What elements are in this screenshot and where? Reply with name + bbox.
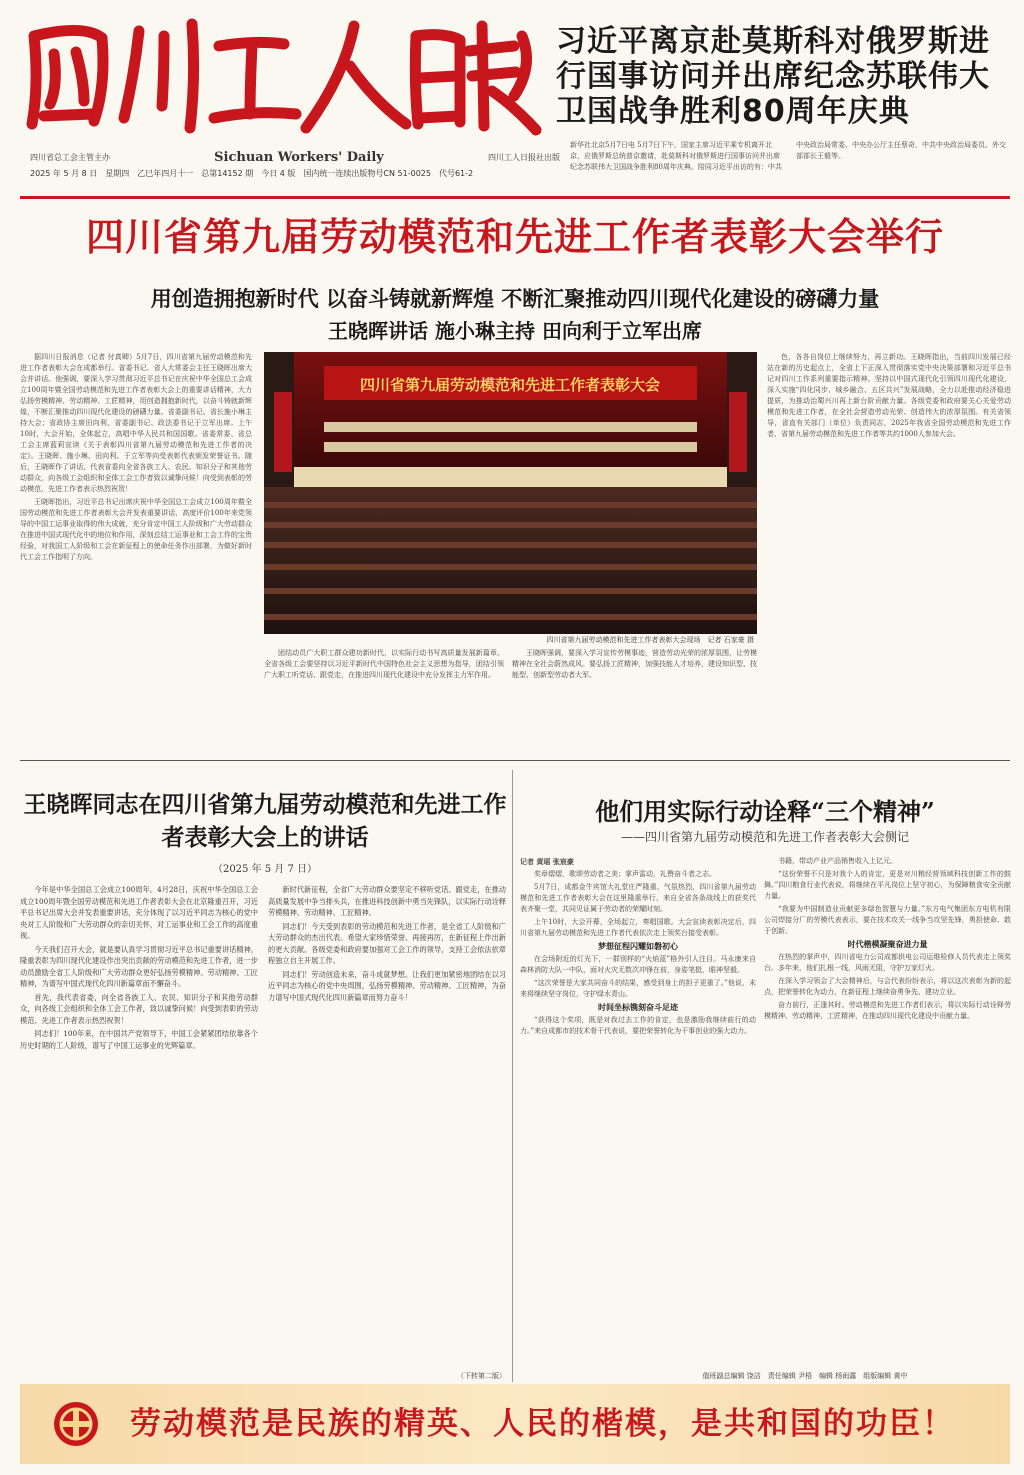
editors-line: 值班副总编辑 饶洁 责任编辑 尹梧 编辑 杨雨露 组版编辑 黄中 [702,1372,908,1380]
main-headline[interactable]: 四川省第九届劳动模范和先进工作者表彰大会举行 [85,215,944,259]
sponsor-text: 四川省总工会主管主办 [30,152,110,162]
lead-news-text: 新华社北京5月7日电 5月7日下午，国家主席习近平乘专机离开北京，应俄罗斯总统普京邀请，赴莫斯科对俄罗斯进行国事访问并出席纪念苏联伟大卫国战争胜利80周年庆典。陪同习近平出访的有：中共中央政治局常委、中央办公厅主任蔡奇，中共中央政治局委员、外交部部长王毅等。 [570,141,1006,171]
section-heading: 时间坐标镌刻奋斗足迹 [598,1002,678,1012]
photo-banner-text: 四川省第九届劳动模范和先进工作者表彰大会 [359,376,661,394]
banner-slogan: 劳动模范是民族的精英、人民的楷模，是共和国的功臣！ [130,1406,955,1442]
main-subhead: 用创造拥抱新时代 以奋斗铸就新辉煌 不断汇聚推动四川现代化建设的磅礴力量 [150,287,880,311]
masthead-divider [20,196,1010,199]
speech-column-1: 今年是中华全国总工会成立100周年。4月28日，庆祝中华全国总工会成立100周年暨全国劳动模范和先进工作者表彰大会在北京隆重召开，习近平总书记出席大会并发表重要讲话，充分体现了以习近平同志为核心的党中央对工人阶级和广大劳动群众的亲切关怀，对工运事业和工会工作的高度重视。 今天我们召开大会，就是要认真学习贯彻习近平总书记重要讲话精神，隆重表彰为四川现代化建设作出突出贡献的劳动模范和先进工作者，进一步动员激励全省工人阶级和广大劳动群众更好弘扬劳模精神、劳动精神、工匠精神，为谱写中国式现代化四川新篇章而不懈奋斗。 首先，我代表省委，向全省各族工人、农民、知识分子和其他劳动群众，向各级工会组织和全体工会工作者，致以诚挚问候！向受到表彰的劳动模范、先进工作者表示热烈祝贺！ 同志们！100年来，在中国共产党领导下，中国工会紧紧团结依靠各个历史时期的工人阶级，谱写了中国工运事业的光辉篇章。 [20,885,258,1050]
practice-title[interactable]: 他们用实际行动诠释“三个精神” [595,797,935,826]
date-line: 2025 年 5 月 8 日 星期四 乙巳年四月十一 总第14152 期 今日 4 版 国内统一连续出版物号CN 51-0025 代号61-2 [30,169,474,178]
speech-column-2: 新时代新征程，全省广大劳动群众要坚定不移听党话、跟党走，在推动高质量发展中争当排头兵，在推进科技创新中勇当先锋队，以实际行动诠释劳模精神、劳动精神、工匠精神。 同志们！今天受到表彰的劳动模范和先进工作者，是全省工人阶级和广大劳动群众的杰出代表。希望大家珍惜荣誉、再接再厉，在新征程上作出新的更大贡献。各级党委和政府要加强对工会工作的领导，支持工会依法依章程独立自主开展工作。 同志们！劳动创造未来，奋斗成就梦想。让我们更加紧密地团结在以习近平同志为核心的党中央周围，弘扬劳模精神、劳动精神、工匠精神，为奋力谱写中国式现代化四川新篇章而努力奋斗！ [268,885,506,1002]
practice-column-2: 书籍，带动产业产品销售收入上亿元。 “这份荣誉不只是对我个人的肯定，更是对川粮经营领域科技创新工作的鼓舞。”四川粮食行业代表说，将继续在平凡岗位上坚守初心，为保障粮食安全贡献力量。 “我要为中国制造业贡献更多绿色智慧与力量。”东方电气集团东方电机有限公司焊接分厂的劳模代表表示，要在技术攻关一线争当攻坚先锋，勇担使命、敢于创新。 时代楷模凝聚奋进力量 在热烈的掌声中，四川省电力公司成都供电公司运维检修人员代表走上领奖台。多年来，他们扎根一线，风雨无阻，守护万家灯火。 在深入学习领会了大会精神后，与会代表纷纷表示，将以这次表彰为新的起点，把荣誉转化为动力，在新征程上继续奋勇争先、建功立业。 奋力前行，正逢其时。劳动模范和先进工作者们表示，将以实际行动诠释劳模精神、劳动精神、工匠精神，在推动四川现代化建设中贡献力量。 [764,857,1011,1020]
section-heading: 梦想征程闪耀如磐初心 [598,941,678,951]
section-heading: 时代楷模凝聚奋进力量 [847,939,928,949]
practice-column-1: 记者 黄瑶 张宸豪 奖章熠熠，歌颂劳动者之美；掌声雷动，礼赞奋斗者之志。 5月7日，成都金牛宾馆大礼堂庄严隆重、气氛热烈，四川省第九届劳动模范和先进工作者表彰大会在这里隆重举行，来自全省各条战线上的获奖代表齐聚一堂，共同见证属于劳动者的荣耀时刻。 上午10时，大会开幕，全场起立，奏唱国歌。大会宣读表彰决定后，四川省第九届劳动模范和先进工作者代表依次走上领奖台接受表彰。 梦想征程闪耀如磐初心 在会场附近的灯光下，一群别样的“火焰蓝”格外引人注目。马永康来自森林消防大队一中队，面对火灾无数次冲锋在前，身姿笔挺，眼神坚毅。 “这次荣誉是大家共同奋斗的结果，感受到身上的担子更重了。”他说，未来将继续坚守岗位，守护绿水青山。 时间坐标镌刻奋斗足迹 “获得这个奖项，既是对我过去工作的肯定，也是激励我继续前行的动力。”来自成都市的技术骨干代表说，要把荣誉转化为干事创业的强大动力。 [520,857,756,1035]
union-emblem-icon [52,1400,100,1448]
article-column-1: 据四川日报消息（记者 付真卿）5月7日，四川省第九届劳动模范和先进工作者表彰大会在成都举行。省委书记、省人大常委会主任王晓晖出席大会并讲话。他强调，要深入学习贯彻习近平总书记在庆祝中华全国总工会成立100周年暨全国劳动模范和先进工作者表彰大会上的重要讲话精神，大力弘扬劳模精神、劳动精神、工匠精神，用创造拥抱新时代，以奋斗铸就新辉煌，不断汇聚推动四川现代化建设的磅礴力量。省委副书记、省长施小琳主持大会；省政协主席田向利，省委副书记、政法委书记于立军出席。上午10时，大会开始，全体起立，高唱中华人民共和国国歌。省委常委、省总工会主席蓝莉宣读《关于表彰四川省第九届劳动模范和先进工作者的决定》。王晓晖、施小琳、田向利、于立军等向受表彰代表颁发荣誉证书。随后，王晓晖作了讲话，代表省委向全省各族工人、农民、知识分子和其他劳动群众，向各级工会组织和全体工会工作者致以诚挚问候！向受到表彰的劳动模范、先进工作者表示热烈祝贺！ 王晓晖指出，习近平总书记出席庆祝中华全国总工会成立100周年暨全国劳动模范和先进工作者表彰大会并发表重要讲话，高度评价100年来党领导的中国工运事业取得的伟大成就，充分肯定中国工人阶级和广大劳动群众在推进中国式现代化中的地位和作用，深刻总结工运事业和工会工作的宝贵经验，对我国工人阶级和工会在新征程上的使命任务作出部署，为做好新时代工会工作指明了方向。 [20,353,252,561]
masthead-info [30,150,560,179]
article-column-3: 王晓晖强调，要深入学习宣传劳模事迹，营造劳动光荣的浓厚氛围，让劳模精神在全社会蔚然成风。要弘扬工匠精神，加强技能人才培养，建设知识型、技能型、创新型劳动者大军。 [512,649,757,679]
article-column-2: 团结动员广大职工群众建功新时代，以实际行动书写高质量发展新篇章。全省各级工会要坚持以习近平新时代中国特色社会主义思想为指导，团结引领广大职工听党话、跟党走，在推进四川现代化建设中充分发挥主力军作用。 [264,649,504,679]
practice-subtitle: ——四川省第九届劳动模范和先进工作者表彰大会侧记 [620,830,909,844]
conference-photo [264,352,757,634]
continued-note: （下转第二版） [457,1372,506,1380]
byline: 记者 黄瑶 张宸豪 [520,857,574,866]
speech-date: （2025 年 5 月 7 日） [212,864,318,875]
column-divider [512,770,513,1382]
publisher-text: 四川工人日报社出版 [488,152,560,162]
photo-caption: 四川省第九届劳动模范和先进工作者表彰大会现场 记者 石家豪 摄 [546,636,754,644]
section-divider [20,760,1010,761]
speech-title[interactable]: 王晓晖同志在四川省第九届劳动模范和先进工作者表彰大会上的讲话 [23,791,507,851]
main-subhead-2: 王晓晖讲话 施小琳主持 田向利于立军出席 [328,319,702,343]
english-name: Sichuan Workers' Daily [214,149,384,165]
masthead-logo [14,6,544,136]
top-headline[interactable]: 习近平离京赴莫斯科对俄罗斯进行国事访问并出席纪念苏联伟大卫国战争胜利80周年庆典 [556,24,990,129]
article-column-4: 色，各各自岗位上继续努力，再立新功。王晓晖指出，当前四川发展已经站在新的历史起点上，全省上下正深入贯彻落实党中央决策部署和习近平总书记对四川工作系列重要指示精神。坚持以中国式现代化引领四川现代化建设，深入实施“四化同步、城乡融合、五区共兴”发展战略，全力以赴推动经济稳进提质，为推动治蜀兴川再上新台阶贡献力量。各级党委和政府要关心关爱劳动模范和先进工作者，在全社会营造劳动光荣、创造伟大的浓厚氛围。有关省领导，省直有关部门（单位）负责同志，2025年我省全国劳动模范和先进工作者、省第九届劳动模范和先进工作者等共约1000人参加大会。 [767,353,1011,438]
